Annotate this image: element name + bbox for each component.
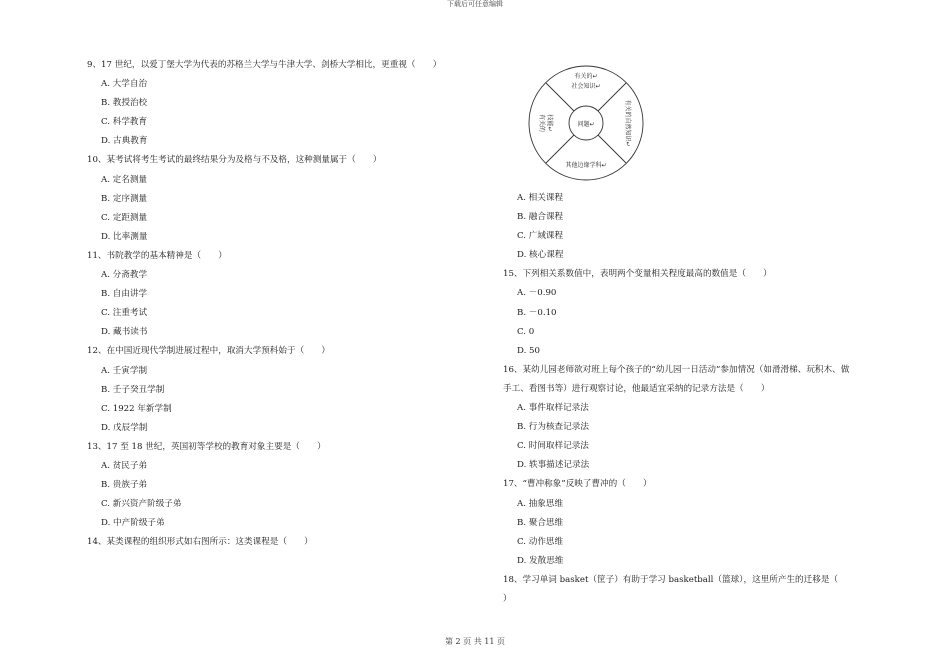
- question-stem-continued: 手工、看图书等）进行观察讨论，他最适宜采纳的记录方法是（ ）: [503, 383, 770, 394]
- option: C. 时间取样记录法: [517, 441, 589, 452]
- question-stem: 9、17 世纪，以爱丁堡大学为代表的苏格兰大学与牛津大学、剑桥大学相比，更重视（ ）: [87, 60, 442, 70]
- left-column: [87, 56, 487, 552]
- question-stem: 10、某考试将考生考试的最终结果分为及格与不及格，这种测量属于（ ）: [87, 155, 382, 166]
- top-label-1: 有关的↵: [574, 73, 598, 80]
- question-stem: 15、下列相关系数值中，表明两个变量相关程度最高的数值是（ ）: [503, 269, 772, 280]
- option: C. 0: [517, 326, 535, 337]
- option: D. 50: [517, 345, 540, 356]
- left-label-2: 技能↵: [546, 114, 553, 132]
- option: B. 壬子癸丑学制: [101, 384, 165, 395]
- left-label-1: 有关的: [538, 113, 545, 133]
- option: C. 新兴资产阶级子弟: [101, 499, 182, 510]
- center-label: 问题↵: [577, 121, 595, 128]
- option: C. 动作思维: [517, 536, 564, 547]
- option: D. 戊辰学制: [101, 422, 148, 433]
- option: B. 定序测量: [101, 193, 148, 204]
- question-stem: 11、书院教学的基本精神是（ ）: [87, 250, 227, 261]
- divider: [598, 135, 626, 163]
- option: D. 古典教育: [101, 136, 148, 147]
- question-stem-continued: ）: [503, 593, 512, 604]
- option: B. 行为核查记录法: [517, 422, 589, 433]
- option: A. 贫民子弟: [101, 460, 148, 471]
- divider: [546, 135, 574, 163]
- option: D. 核心课程: [517, 250, 564, 261]
- option: D. 中产阶级子弟: [101, 518, 165, 529]
- option: A. 大学自治: [101, 79, 148, 90]
- option: B. 贵族子弟: [101, 480, 148, 491]
- option: D. 轶事描述记录法: [517, 460, 590, 471]
- option: B. －0.10: [517, 307, 557, 318]
- option: A. 抽象思维: [517, 498, 564, 509]
- option: C. 定距测量: [101, 212, 148, 223]
- option: B. 自由讲学: [101, 289, 148, 300]
- bottom-label: 其他边缘学科↵: [565, 162, 607, 169]
- option: B. 融合课程: [517, 212, 564, 223]
- question-stem: 14、某类课程的组织形式如右图所示：这类课程是（ ）: [87, 537, 313, 548]
- question-stem: 13、17 至 18 世纪，英国初等学校的教育对象主要是（ ）: [87, 441, 326, 452]
- divider: [546, 83, 574, 111]
- option: D. 比率测量: [101, 231, 148, 242]
- option: B. 教授治校: [101, 98, 148, 109]
- option: A. 事件取样记录法: [517, 403, 589, 414]
- option: C. 广域课程: [517, 231, 564, 242]
- option: B. 聚合思维: [517, 517, 564, 528]
- option: D. 发散思维: [517, 555, 564, 566]
- page-header: 下载后可任意编辑: [447, 0, 503, 8]
- option: C. 科学教育: [101, 117, 148, 128]
- top-label-2: 社会知识↵: [571, 83, 601, 90]
- page-footer: 第 2 页 共 11 页: [445, 637, 505, 646]
- divider: [598, 83, 626, 111]
- option: C. 注重考试: [101, 308, 148, 319]
- right-column: [503, 189, 908, 609]
- option: C. 1922 年新学制: [101, 403, 172, 414]
- option: D. 藏书读书: [101, 327, 148, 338]
- option: A. 定名测量: [101, 174, 148, 185]
- option: A. 分斋教学: [101, 270, 148, 281]
- question-stem: 17、“曹冲称象”反映了曹冲的（ ）: [503, 479, 652, 490]
- curriculum-wheel: [527, 64, 645, 182]
- right-label: 有关的自然知识↵: [624, 99, 631, 147]
- question-stem: 12、在中国近现代学制进展过程中，取消大学预科始于（ ）: [87, 346, 330, 357]
- option: A. 壬寅学制: [101, 365, 148, 376]
- curriculum-diagram: [527, 64, 645, 182]
- option: A. －0.90: [517, 288, 557, 299]
- question-stem: 16、某幼儿园老师欲对班上每个孩子的“幼儿园一日活动”参加情况（如滑滑梯、玩积木、做: [503, 364, 850, 375]
- question-stem: 18、学习单词 basket（筐子）有助于学习 basketball（篮球），这里所产生的迁移是（: [503, 574, 839, 585]
- option: A. 相关课程: [517, 193, 564, 203]
